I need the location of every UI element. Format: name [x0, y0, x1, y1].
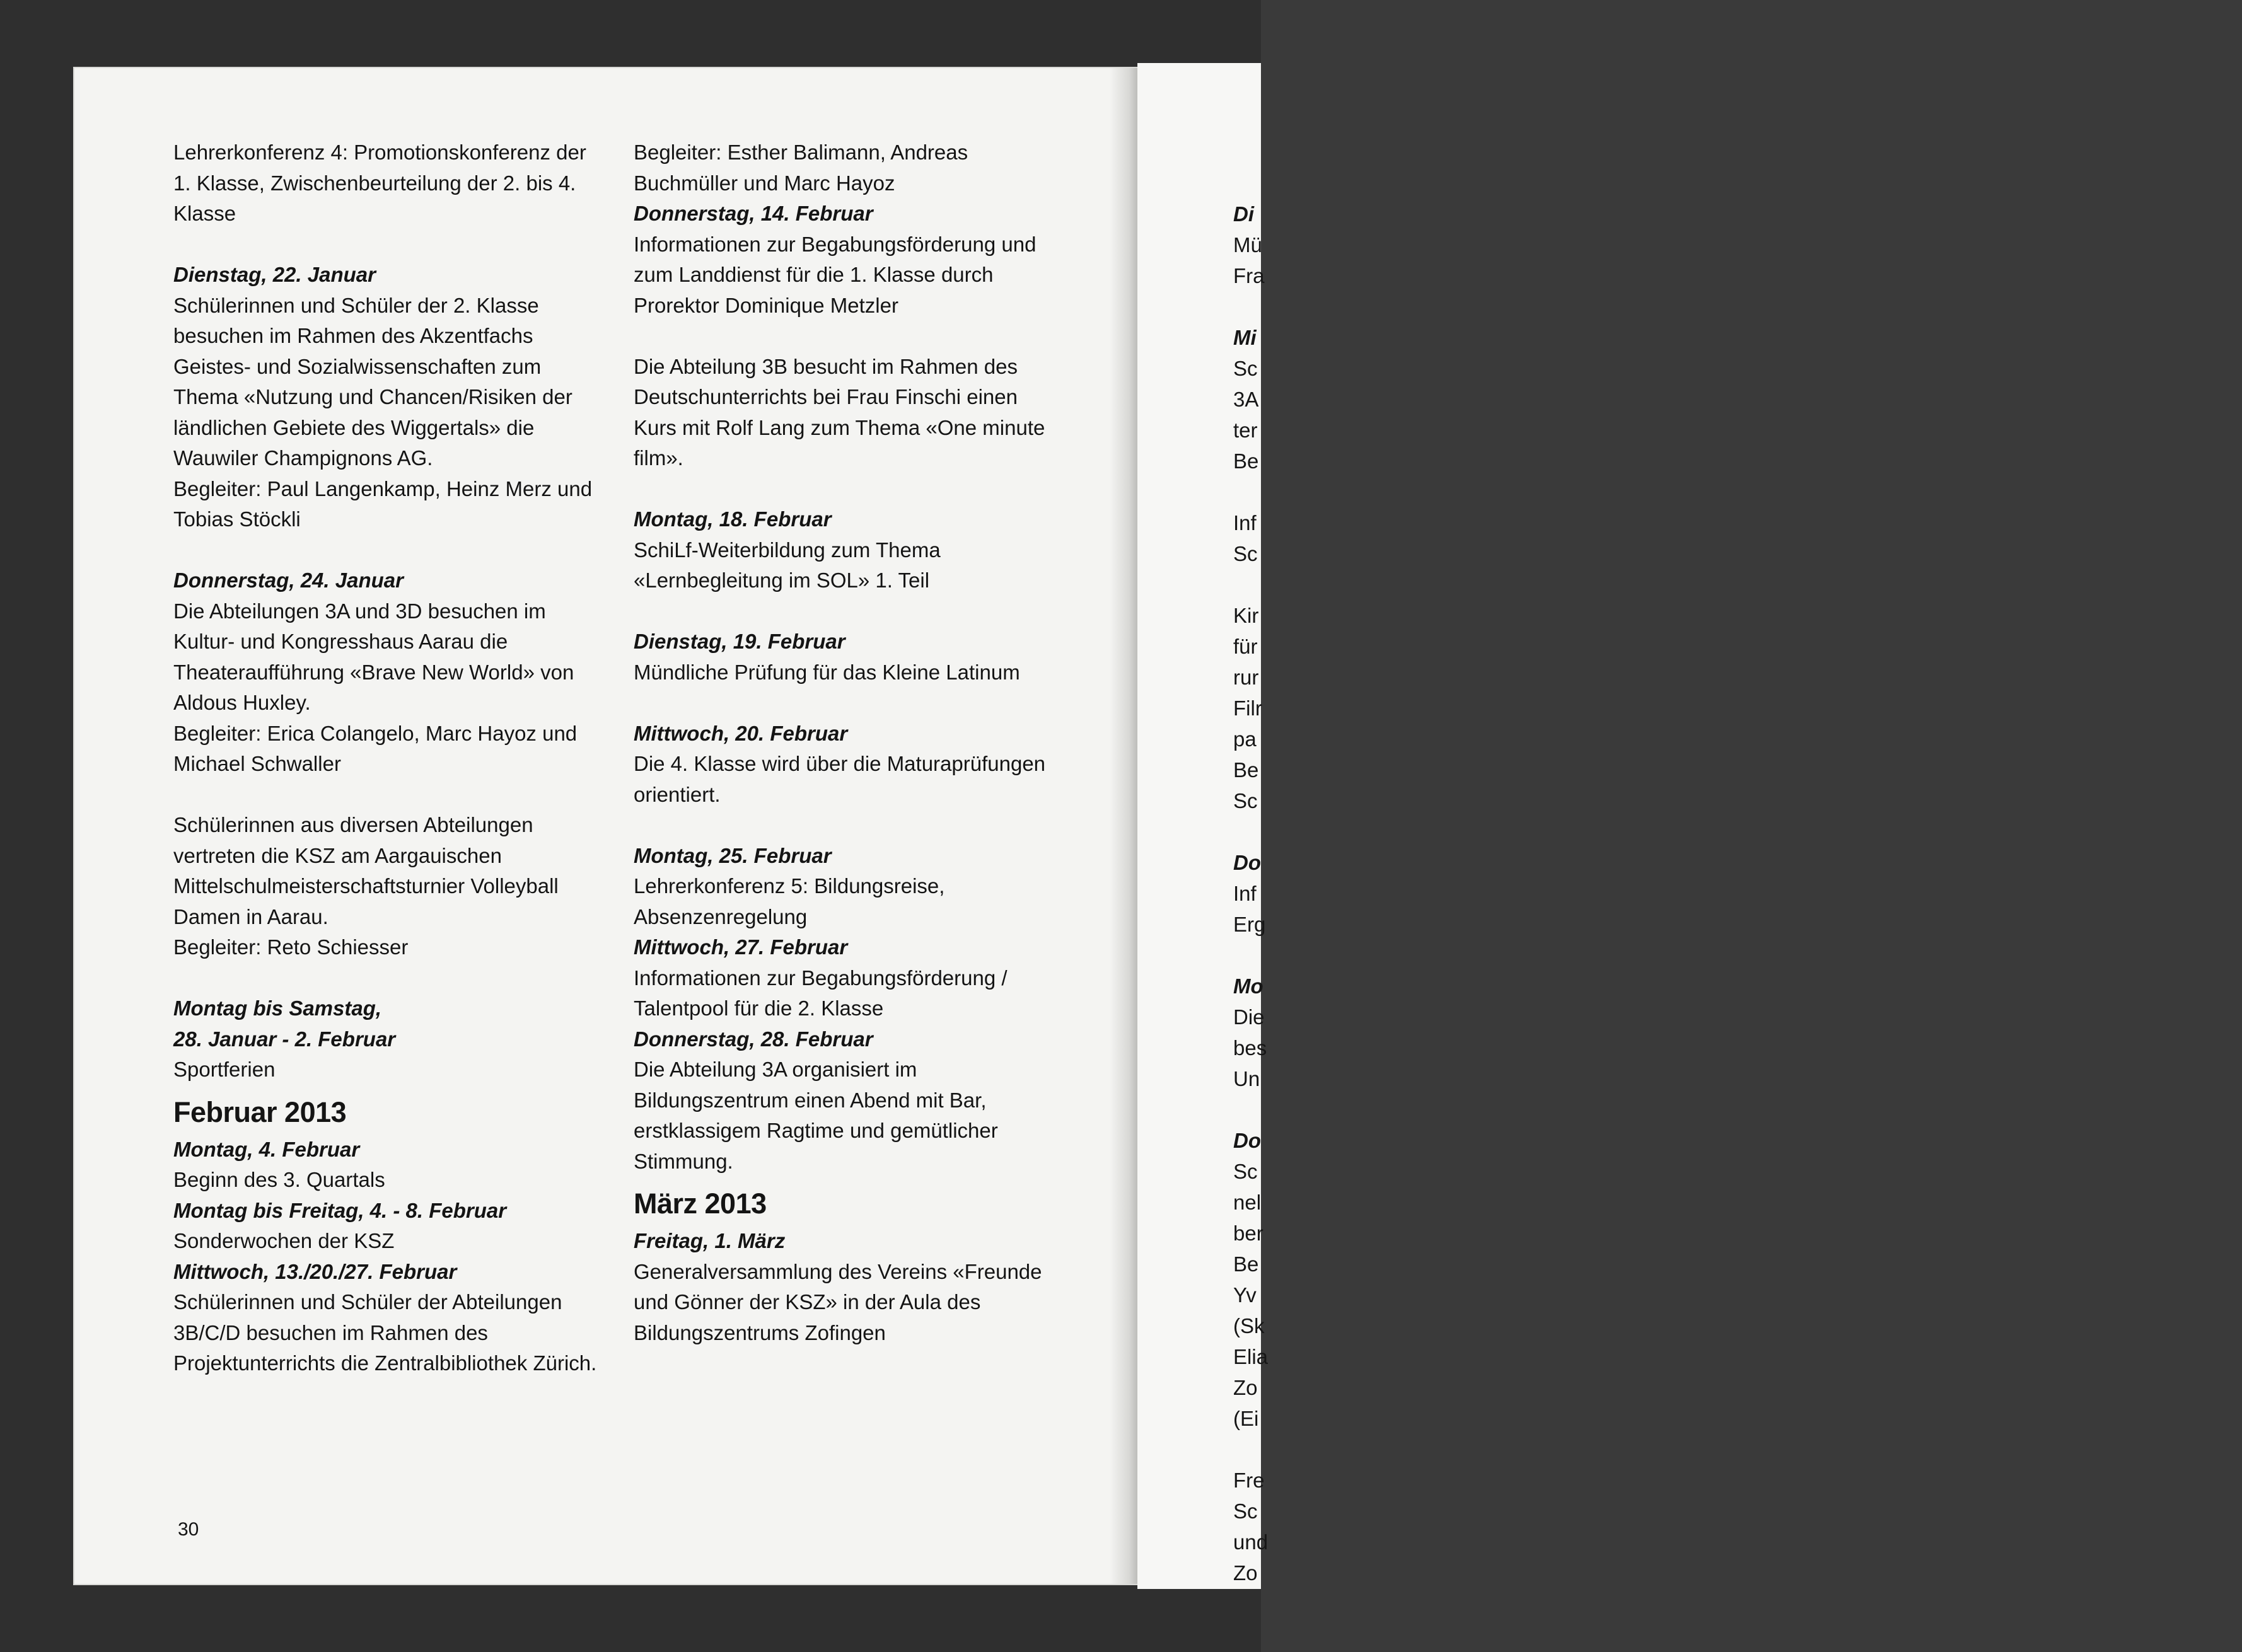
event-text: Informationen zur Begabungsförderung und zum Landdienst für die 1. Klasse durch Prorektor Dominique Metzler	[634, 232, 1037, 317]
event-text: Begleiter: Erica Colangelo, Marc Hayoz und Michael Schwaller	[173, 721, 578, 775]
next-page-text-fragment: für	[1233, 635, 1258, 658]
spacer	[1233, 291, 2242, 322]
spacer	[1233, 569, 2242, 600]
next-page-text-fragment: Zo	[1233, 1376, 1258, 1399]
date-heading: Montag, 25. Februar	[634, 843, 832, 867]
next-page-text-fragment: Zo	[1233, 1561, 1258, 1585]
next-page-text-fragment: Die	[1233, 1005, 1265, 1029]
next-page-text-fragment: Filr	[1233, 696, 1262, 720]
event-text: Sonderwochen der KSZ	[173, 1229, 395, 1252]
date-heading: Donnerstag, 28. Februar	[634, 1027, 873, 1051]
event-text: Schülerinnen und Schüler der Abteilungen 3B/C/D besuchen im Rahmen des Projektunterrichts die Zentralbibliothek Zürich.	[173, 1290, 597, 1375]
date-heading: Montag bis Samstag,	[173, 996, 382, 1020]
spacer	[634, 688, 1062, 719]
next-page-text-fragment: Mü	[1233, 233, 1262, 257]
spacer	[1233, 1094, 2242, 1125]
event-text: Mündliche Prüfung für das Kleine Latinum	[634, 660, 1020, 684]
event-text: Die Abteilung 3A organisiert im Bildungszentrum einen Abend mit Bar, erstklassigem Ragtime und gemütlicher Stimmung.	[634, 1058, 998, 1173]
next-page-text-fragment: Inf	[1233, 882, 1257, 905]
next-page-text-fragment: (Sk	[1233, 1314, 1265, 1337]
next-page-text-fragments	[1233, 63, 2242, 1589]
event-text: SchiLf-Weiterbildung zum Thema «Lernbegleitung im SOL» 1. Teil	[634, 538, 941, 592]
spacer	[1233, 816, 2242, 847]
next-page-text-fragment: Erg	[1233, 913, 1266, 936]
event-text: Generalversammlung des Vereins «Freunde und Gönner der KSZ» in der Aula des Bildungszentrums Zofingen	[634, 1259, 1042, 1344]
date-heading: Mittwoch, 27. Februar	[634, 935, 848, 959]
spacer	[634, 474, 1062, 505]
next-page-date-fragment: Mi	[1233, 326, 1257, 349]
next-page	[1137, 63, 1269, 1589]
left-column	[173, 137, 602, 1379]
next-page-text-fragment: rur	[1233, 666, 1259, 689]
event-text: Informationen zur Begabungsförderung / Talentpool für die 2. Klasse	[634, 966, 1008, 1020]
date-heading: Donnerstag, 24. Januar	[173, 569, 404, 592]
next-page-text-fragment: nel	[1233, 1191, 1262, 1214]
next-page-date-fragment: Mo	[1233, 974, 1263, 998]
book-gutter	[1110, 68, 1137, 1584]
next-page-text-fragment: Un	[1233, 1067, 1260, 1090]
spacer	[173, 535, 602, 566]
event-text: Begleiter: Paul Langenkamp, Heinz Merz und Tobias Stöckli	[173, 477, 593, 531]
next-page-text-fragment: Inf	[1233, 511, 1257, 534]
next-page-text-fragment: Elia	[1233, 1345, 1269, 1368]
next-page-date-fragment: Do	[1233, 851, 1261, 874]
next-page-date-fragment: Do	[1233, 1129, 1261, 1152]
next-page-text-fragment: Sc	[1233, 1160, 1258, 1183]
spacer	[1233, 1434, 2242, 1465]
next-page-text-fragment: Be	[1233, 449, 1259, 473]
event-text: Die 4. Klasse wird über die Maturaprüfungen orientiert.	[634, 752, 1046, 806]
next-page-text-fragment: Sc	[1233, 1499, 1258, 1523]
month-heading: März 2013	[634, 1187, 767, 1220]
next-page-text-fragment: Fre	[1233, 1469, 1265, 1492]
right-column	[634, 137, 1062, 1348]
spacer	[1233, 477, 2242, 507]
next-page-date-fragment: Di	[1233, 202, 1254, 226]
next-page-text-fragment: ber	[1233, 1222, 1263, 1245]
event-text: Sportferien	[173, 1058, 276, 1081]
date-heading: Montag, 18. Februar	[634, 507, 832, 531]
next-page-text-fragment: bes	[1233, 1036, 1267, 1060]
next-page-text-fragment: Yv	[1233, 1283, 1257, 1307]
event-text: Begleiter: Esther Balimann, Andreas Buchmüller und Marc Hayoz	[634, 141, 968, 195]
event-text: Beginn des 3. Quartals	[173, 1168, 385, 1191]
next-page-text-fragment: Be	[1233, 1252, 1259, 1276]
event-text: Begleiter: Reto Schiesser	[173, 935, 409, 959]
next-page-text-fragment: pa	[1233, 727, 1257, 751]
month-heading: Februar 2013	[173, 1095, 347, 1128]
spacer	[173, 229, 602, 260]
spacer	[634, 596, 1062, 627]
next-page-text-fragment: Sc	[1233, 789, 1258, 812]
next-page-text-fragment: Kir	[1233, 604, 1259, 627]
next-page-text-fragment: Fra	[1233, 264, 1265, 287]
date-heading: Montag bis Freitag, 4. - 8. Februar	[173, 1198, 507, 1222]
next-page-text-fragment: (Ei	[1233, 1407, 1259, 1430]
date-heading: Mittwoch, 20. Februar	[634, 721, 848, 745]
date-heading: Donnerstag, 14. Februar	[634, 202, 873, 225]
next-page-text-fragment: Sc	[1233, 357, 1258, 380]
spacer	[634, 321, 1062, 352]
event-text: Lehrerkonferenz 5: Bildungsreise, Absenzenregelung	[634, 874, 945, 928]
event-text: Die Abteilung 3B besucht im Rahmen des Deutschunterrichts bei Frau Finschi einen Kurs mit Rolf Lang zum Thema «One minute film».	[634, 354, 1045, 470]
date-heading: Freitag, 1. März	[634, 1229, 786, 1252]
date-heading: Dienstag, 22. Januar	[173, 263, 376, 286]
spacer	[634, 810, 1062, 841]
event-text: Schülerinnen aus diversen Abteilungen vertreten die KSZ am Aargauischen Mittelschulmeisterschaftsturnier Volleyball Damen in Aarau.	[173, 813, 559, 928]
next-page-text-fragment: Sc	[1233, 542, 1258, 565]
next-page-text-fragment: und	[1233, 1530, 1269, 1554]
spacer	[1233, 940, 2242, 971]
date-heading: Dienstag, 19. Februar	[634, 630, 845, 653]
next-page-text-fragment: Be	[1233, 758, 1259, 782]
date-heading: 28. Januar - 2. Februar	[173, 1027, 396, 1051]
page-number: 30	[178, 1519, 199, 1540]
event-text: Die Abteilungen 3A und 3D besuchen im Kultur- und Kongresshaus Aarau die Theateraufführung «Brave New World» von Aldous Huxley.	[173, 599, 574, 714]
next-page-text-fragment: 3A	[1233, 388, 1259, 411]
next-page-text-fragment: ter	[1233, 419, 1258, 442]
date-heading: Montag, 4. Februar	[173, 1137, 360, 1161]
event-text: Schülerinnen und Schüler der 2. Klasse besuchen im Rahmen des Akzentfachs Geistes- und Sozialwissenschaften zum Thema «Nutzung und Chancen/Risiken der ländlichen Gebiete des Wiggertals» die Wauwiler Champignons AG.	[173, 293, 572, 470]
spacer	[173, 963, 602, 994]
spacer	[173, 780, 602, 811]
event-text: Lehrerkonferenz 4: Promotionskonferenz der 1. Klasse, Zwischenbeurteilung der 2. bis 4. Klasse	[173, 141, 586, 225]
date-heading: Mittwoch, 13./20./27. Februar	[173, 1259, 457, 1283]
